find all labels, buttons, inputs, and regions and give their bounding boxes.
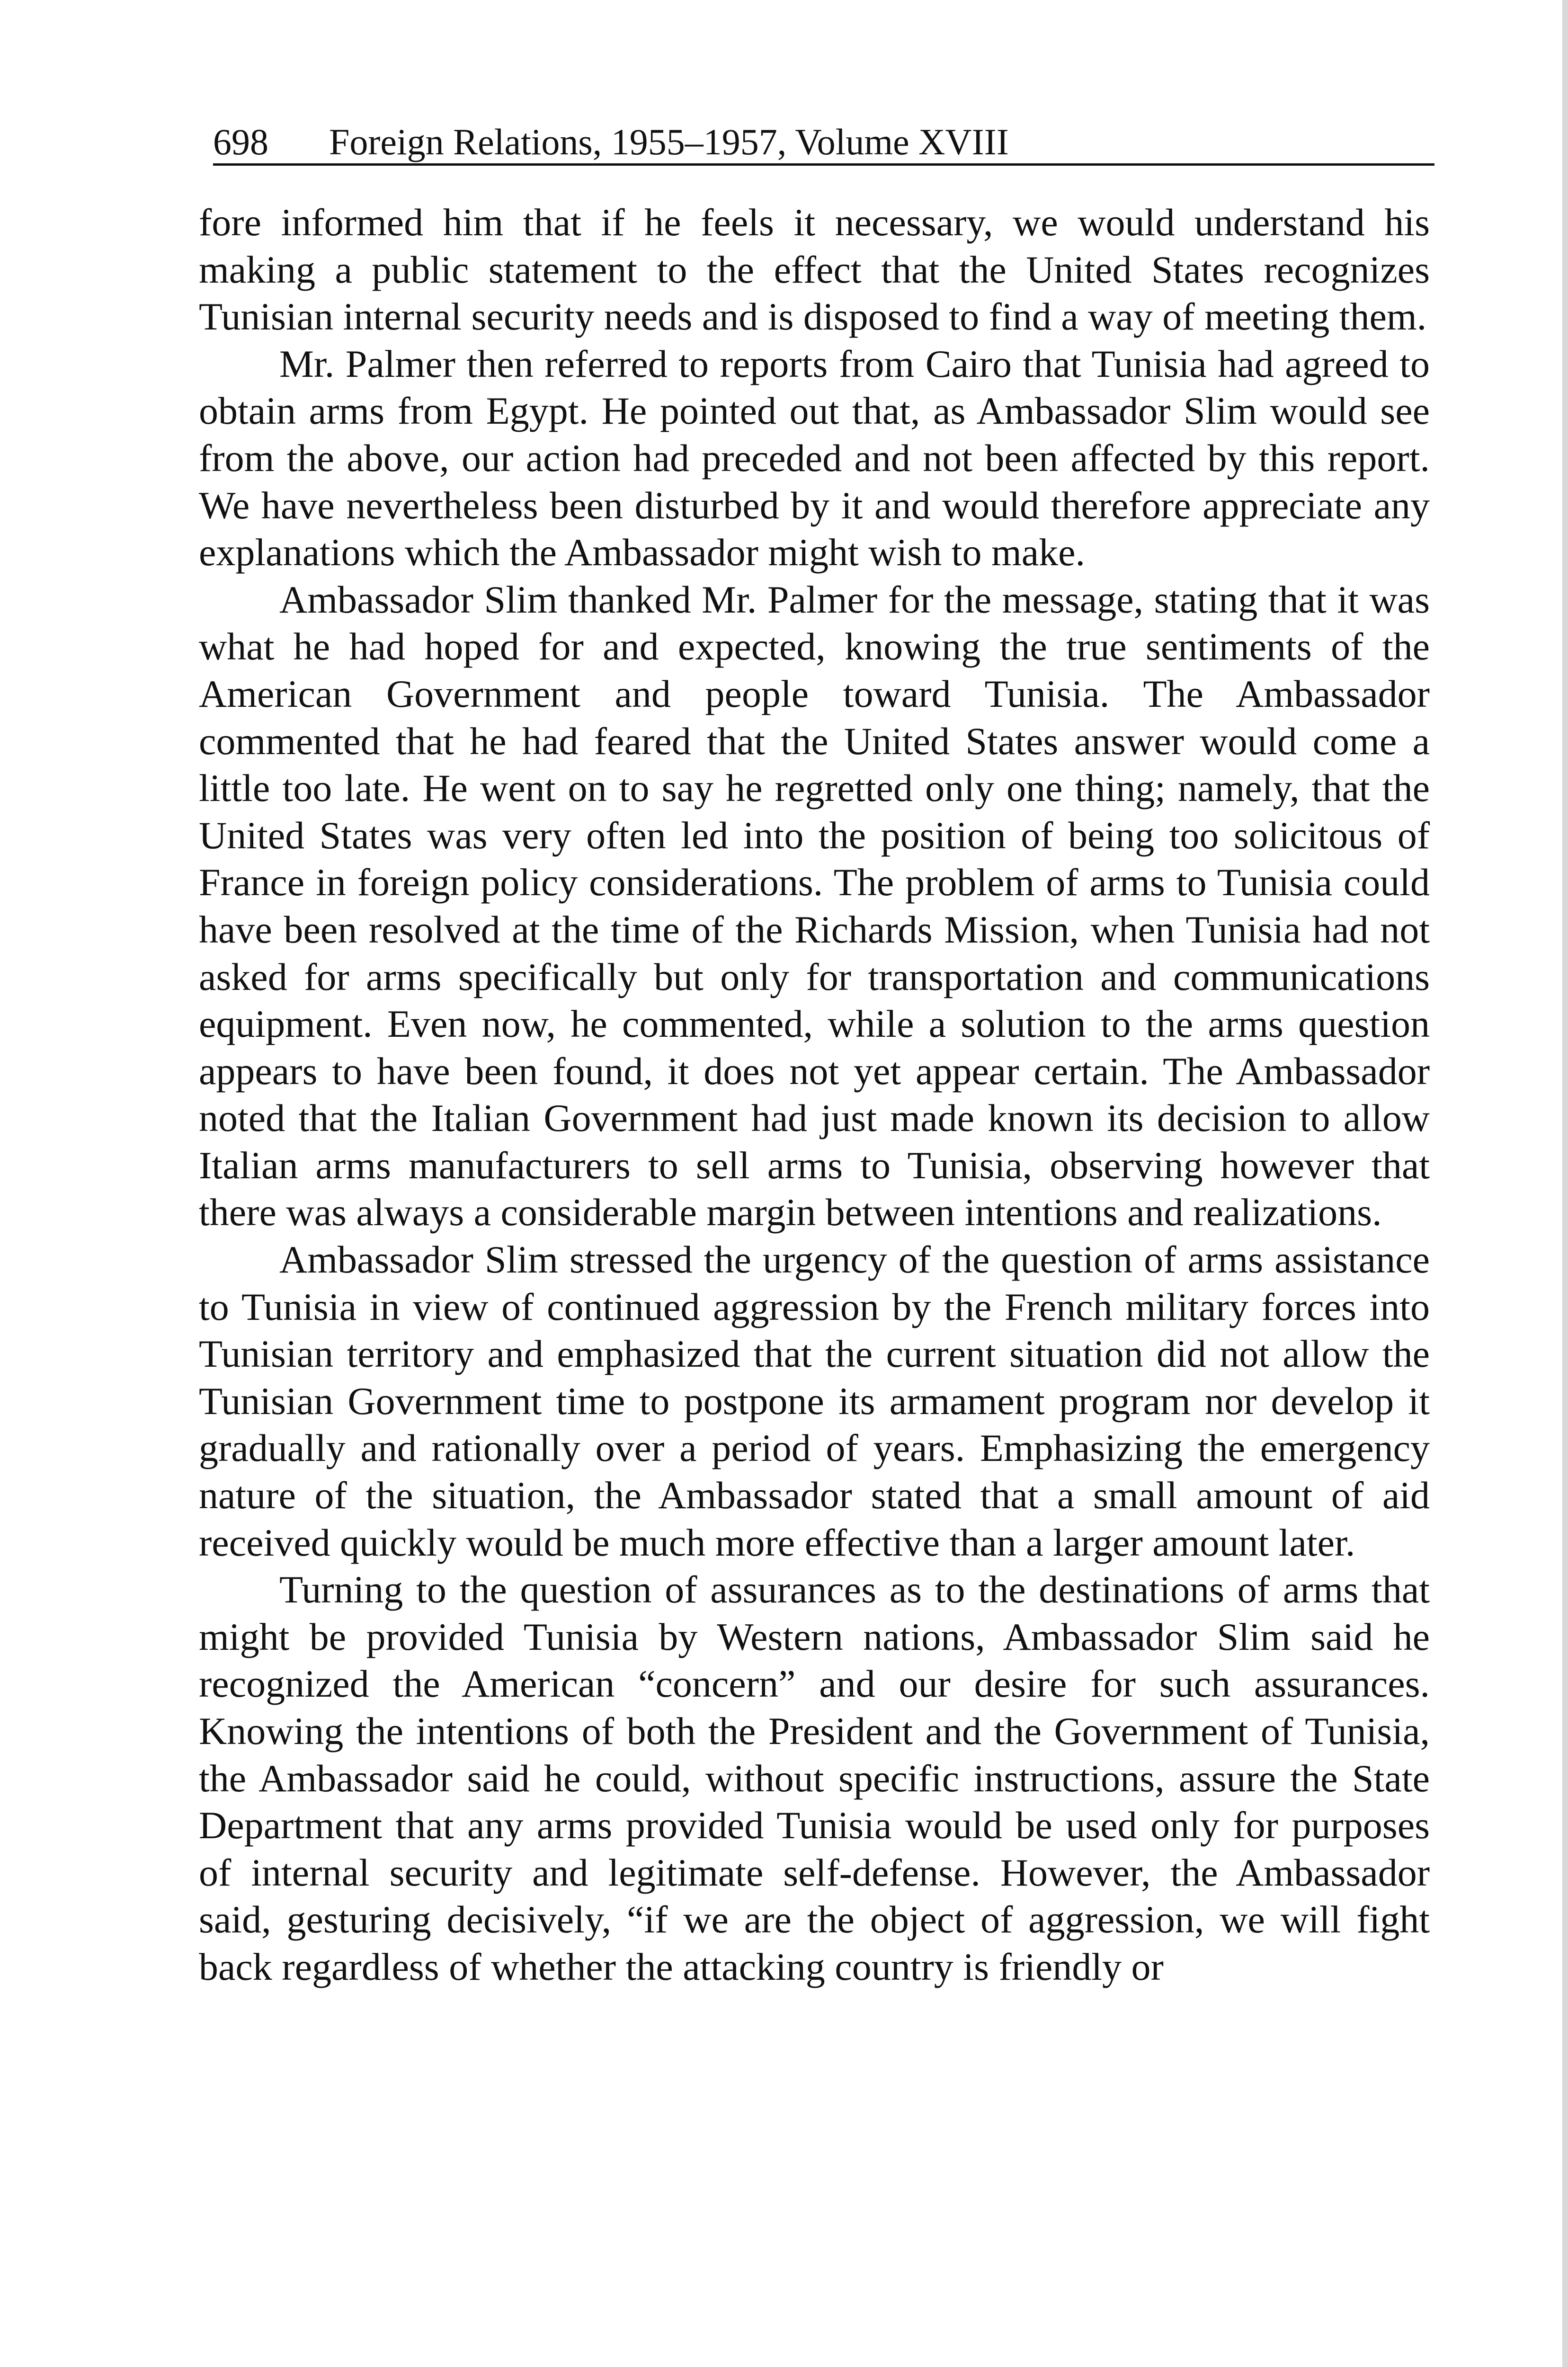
paragraph: Ambassador Slim thanked Mr. Palmer for the message, stating that it was what he had hoped for and expected, knowing the true sentiments of the American Government and people toward Tunisia. The Ambassador commented that he had feared that the United States answer would come a little too late. He went on to say he regretted only one thing; namely, that the United States was very often led into the position of being too solicitous of France in foreign policy considerations. The problem of arms to Tunisia could have been resolved at the time of the Richards Mission, when Tunisia had not asked for arms specifically but only for transportation and communications equipment. Even now, he commented, while a solution to the arms question appears to have been found, it does not yet appear certain. The Ambassador noted that the Italian Government had just made known its decision to allow Italian arms manufacturers to sell arms to Tunisia, observing however that there was always a considerable margin between intentions and realizations.	[199, 578, 1430, 1234]
paragraph: Mr. Palmer then referred to reports from Cairo that Tunisia had agreed to obtain arms from Egypt. He pointed out that, as Ambassador Slim would see from the above, our action had preceded and not been affected by this report. We have nevertheless been disturbed by it and would therefore appreciate any explanations which the Ambassador might wish to make.	[199, 342, 1430, 574]
paragraph-continued: fore informed him that if he feels it necessary, we would understand his making a public statement to the effect that the United States recognizes Tunisian internal security needs and is disposed to find a way of meeting them.	[199, 201, 1430, 338]
paragraph: Turning to the question of assurances as to the destinations of arms that might be provided Tunisia by Western nations, Ambassador Slim said he recognized the American “concern” and our desire for such assurances. Knowing the intentions of both the President and the Government of Tunisia, the Ambassador said he could, without specific instructions, assure the State Department that any arms provided Tunisia would be used only for purposes of internal security and legitimate self-defense. However, the Ambassador said, gesturing decisively, “if we are the object of aggression, we will fight back regardless of whether the attacking country is friendly or	[199, 1568, 1430, 1988]
running-title: Foreign Relations, 1955–1957, Volume XVIII	[329, 121, 1009, 162]
page-edge-shadow	[1562, 0, 1568, 2367]
paragraph: Ambassador Slim stressed the urgency of the question of arms assistance to Tunisia in view of continued aggression by the French military forces into Tunisian territory and emphasized that the current situation did not allow the Tunisian Government time to postpone its armament program nor develop it gradually and rationally over a period of years. Emphasizing the emergency nature of the situation, the Ambassador stated that a small amount of aid received quickly would be much more effective than a larger amount later.	[199, 1238, 1430, 1564]
page-number: 698	[213, 121, 268, 162]
document-body	[199, 199, 1430, 1991]
running-header	[213, 107, 1434, 166]
